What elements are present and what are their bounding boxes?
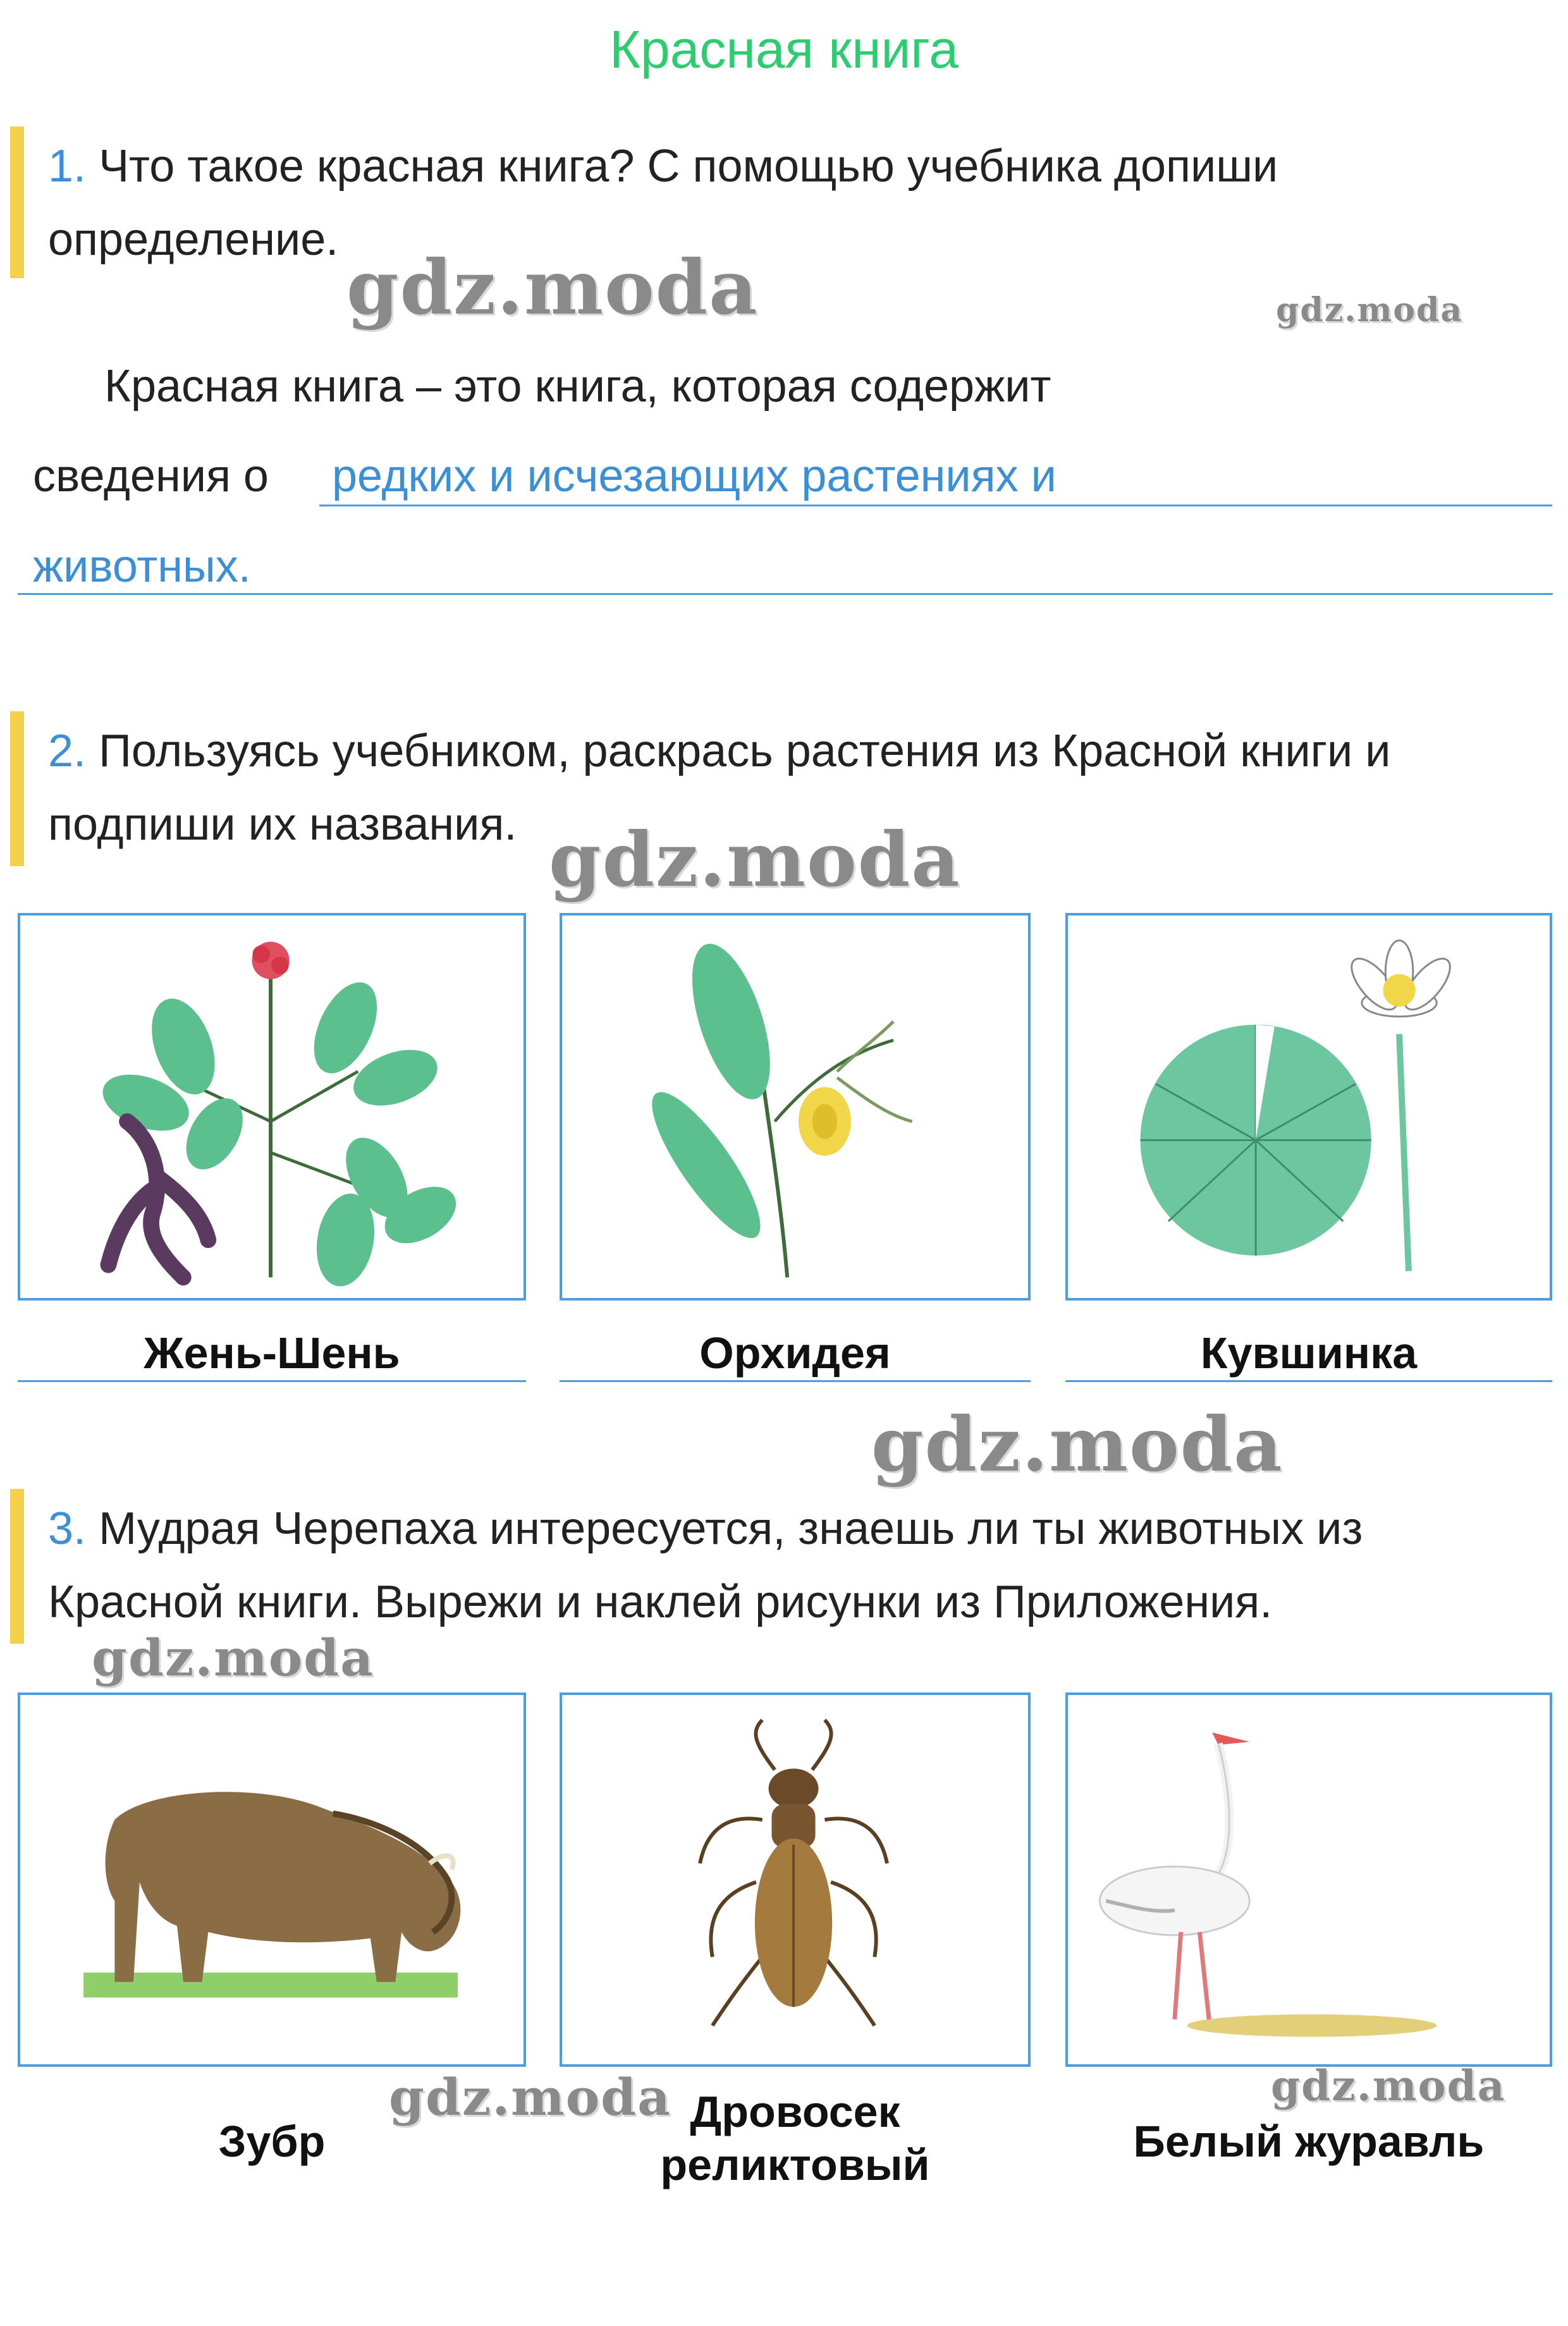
question-1-text	[48, 130, 1528, 276]
orchid-icon	[562, 915, 1028, 1298]
ginseng-frame	[18, 913, 526, 1301]
ginseng-icon	[20, 915, 524, 1298]
bison-frame	[18, 1692, 526, 2067]
plant-label-underline	[560, 1380, 1031, 1382]
definition-start: Красная книга – это книга, которая содержит	[104, 361, 1051, 412]
question-1-number: 1.	[48, 141, 87, 192]
watermark: gdz.moda	[871, 1400, 1283, 1488]
question-1-marker	[10, 126, 24, 278]
definition-prefix: сведения о	[33, 451, 269, 501]
animal-label-beetle-line-1: Дровосек	[690, 2087, 900, 2136]
question-1-prompt: Что такое красная книга? С помощью учебника допиши определение.	[48, 141, 1278, 265]
question-3-marker	[10, 1489, 24, 1644]
crane-icon	[1068, 1695, 1550, 2064]
water-lily-icon	[1068, 915, 1550, 1298]
orchid-frame	[560, 913, 1031, 1301]
watermark: gdz.moda	[92, 1628, 374, 1687]
answer-underline-1	[319, 505, 1552, 506]
question-2-marker	[10, 711, 24, 866]
plant-label-ginseng: Жень-Шень	[144, 1328, 400, 1378]
watermark: gdz.moda	[1276, 291, 1464, 329]
animal-label-bison: Зубр	[218, 2117, 326, 2166]
answer-line-2: животных.	[33, 541, 251, 592]
water-lily-frame	[1065, 913, 1552, 1301]
answer-underline-2	[18, 593, 1553, 595]
question-2-number: 2.	[48, 726, 87, 776]
watermark: gdz.moda	[549, 816, 961, 903]
watermark: gdz.moda	[346, 243, 759, 331]
crane-frame	[1065, 1692, 1552, 2067]
question-3-prompt: Мудрая Черепаха интересуется, знаешь ли ты животных из Красной книги. Вырежи и наклей рисунки из Приложения.	[48, 1503, 1363, 1627]
watermark: gdz.moda	[1271, 2061, 1506, 2110]
watermark: gdz.moda	[389, 2067, 671, 2127]
question-3-number: 3.	[48, 1503, 87, 1554]
plant-label-orchid: Орхидея	[699, 1328, 891, 1378]
beetle-icon	[562, 1695, 1028, 2064]
plant-label-water-lily: Кувшинка	[1200, 1328, 1418, 1378]
question-3-text	[48, 1492, 1528, 1639]
animal-label-crane: Белый журавль	[1133, 2117, 1485, 2166]
page-title: Красная книга	[609, 20, 959, 79]
answer-line-1: редких и исчезающих растениях и	[332, 451, 1057, 501]
animal-label-beetle-line-2: реликтовый	[660, 2140, 930, 2189]
bison-icon	[20, 1695, 524, 2064]
plant-label-underline	[1065, 1380, 1552, 1382]
question-2-prompt: Пользуясь учебником, раскрась растения из Красной книги и подпиши их названия.	[48, 726, 1391, 850]
plant-label-underline	[18, 1380, 526, 1382]
beetle-frame	[560, 1692, 1031, 2067]
